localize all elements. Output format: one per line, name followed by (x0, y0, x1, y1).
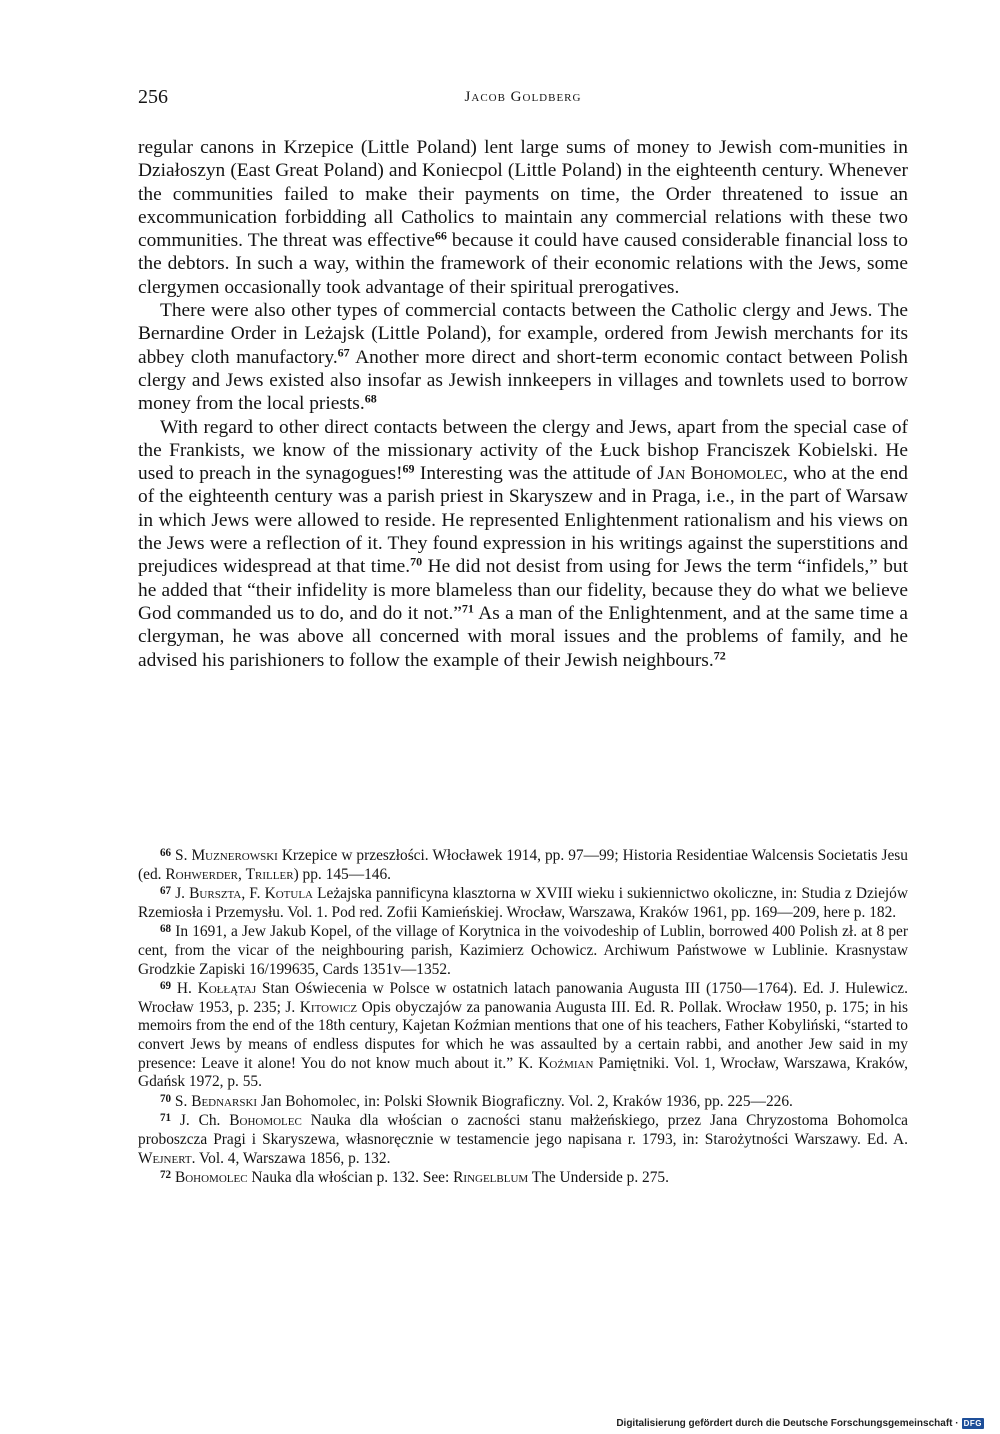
text-run: S. (171, 847, 192, 864)
text-run: H. (171, 980, 198, 998)
text-run: ) pp. 145—146. (293, 865, 392, 883)
author-name: Kołłątaj (197, 980, 257, 998)
text-run: J. (171, 885, 190, 903)
text-run: Nauka dla włościan o zacności stanu małżeńskiego, przez Jana Chryzostoma Bohomolca proboszcza Pragi i Skaryszewa, własnoręcznie w testamencie jego napisana r. 1793, in: Starożytności Warszawy. Ed. A. (138, 1112, 908, 1148)
person-name: Jan Bohomolec (657, 463, 783, 485)
text-run: , F. (241, 885, 265, 903)
author-name: Bohomolec (229, 1112, 302, 1130)
text-run: As a man of the Enlightenment, and at the same time a clergyman, he was above all concerned with moral issues and the problems of family, and he advised his parishioners to follow the example of their Jewish neighbours. (138, 602, 909, 671)
credit-text: Digitalisierung gefördert durch die Deutsche Forschungsgemeinschaft · (616, 1418, 959, 1429)
text-run: There were also other types of commercial contacts between the Catholic clergy and Jews. The Bernardine Order in Leżajsk (Little Poland), for example, ordered from Jewish merchants for its abbey cloth manufactory. (138, 300, 908, 368)
author-name: Wejnert (138, 1149, 192, 1167)
dfg-logo-icon: DFG (963, 1419, 982, 1428)
text-run: Nauka dla włościan p. 132. See: (247, 1169, 454, 1187)
paragraph (138, 136, 908, 299)
footnote-72 (138, 1169, 908, 1188)
text-run: With regard to other direct contacts between the clergy and Jews, apart from the special case of the Frankists, we know of the missionary activity of the Łuck bishop Franciszek Kobielski. He used to preach in the synagogues! (138, 416, 908, 485)
text-run: regular canons in Krzepice (Little Poland) lent large sums of money to Jewish com-munities in Działoszyn (East Great Poland) and Koniecpol (Little Poland) in the eighteenth century. Whenever the communities failed to make their payments on time, the Order threatened to issue an excommunication forbidding all Catholics to maintain any commercial relations with these two communities. The threat was effective (138, 137, 908, 252)
text-run: , who at the end of the eighteenth century was a parish priest in Skaryszew and in Praga, i.e., in the part of Warsaw in which Jews were allowed to reside. He represented Enlightenment rationalism and his views on the Jews were a reflection of it. They found expression in his writings against the superstitions and prejudices widespread at that time. (138, 463, 908, 578)
text-run: The Underside p. 275. (528, 1169, 669, 1187)
main-text (138, 136, 908, 672)
footnote-ref: 68 (364, 391, 377, 406)
text-run: Interesting was the attitude of (414, 463, 658, 485)
author-name: Kotula (264, 885, 313, 903)
footnote-number: 72 (160, 1169, 172, 1182)
running-head: Jacob Goldberg (464, 89, 582, 105)
author-name: Bednarski (191, 1092, 258, 1110)
text-run: Another more direct and short-term economic contact between Polish clergy and Jews existed also insofar as Jewish innkeepers in villages and townlets used to borrow money from the local priests. (138, 346, 908, 415)
digitization-credit (616, 1418, 984, 1429)
footnotes (138, 847, 908, 1189)
footnote-number: 71 (160, 1112, 172, 1125)
footnote-66 (138, 847, 908, 884)
author-name: Bohomolec (174, 1169, 248, 1187)
footnote-71 (138, 1112, 908, 1168)
footnote-number: 66 (160, 847, 172, 860)
footnote-number: 68 (160, 923, 172, 936)
text-run: Opis obyczajów za panowania Augusta III. Ed. R. Pollak. Wrocław 1950, p. 175; in his memoirs from the end of the 18th century, Kajetan Koźmian mentions that one of his teachers, Father Kobyliński, “started to convert Jews by means of endless disputes for which he was assaulted by a certain rabbi, and another Jew said in my presence: Leave it alone! You do not know much about it.” K. (138, 998, 908, 1072)
text-run: S. (171, 1092, 192, 1110)
author-name: Muznerowski (191, 847, 278, 864)
text-run: . Vol. 4, Warszawa 1856, p. 132. (191, 1149, 391, 1167)
footnote-ref: 71 (461, 601, 474, 616)
page-number: 256 (138, 86, 168, 108)
footnote-ref: 69 (402, 461, 415, 476)
footnote-69 (138, 980, 908, 1092)
author-name: Kitowicz (299, 998, 358, 1016)
author-name: Triller (245, 865, 294, 883)
text-run: Pamiętniki. Vol. 1, Wrocław, Warszawa, Kraków, Gdańsk 1972, p. 55. (138, 1054, 909, 1091)
text-run: He did not desist from using for Jews the term “infidels,” but he added that “their infidelity is more blameless than our fidelity, because they do what we believe God commanded us to do, and do it not.” (138, 556, 908, 624)
author-name: Rohwerder (165, 865, 238, 883)
footnote-number: 70 (160, 1092, 172, 1105)
author-name: Burszta (189, 885, 242, 903)
footnote-ref: 70 (410, 554, 423, 569)
text-run: because it could have caused considerable financial loss to the debtors. In such a way, within the framework of their economic relations with the Jews, some clergymen occasionally took advantage of their spiritual prerogatives. (138, 230, 908, 298)
page-header (138, 86, 908, 116)
paragraph (138, 416, 908, 672)
footnote-number: 69 (160, 980, 172, 993)
text-run: Leżajska pannificyna klasztorna w XVIII wieku i sukiennictwo okoliczne, in: Studia z Dziejów Rzemiosła i Przemysłu. Vol. 1. Pod red. Zofii Kamieńskiej. Wrocław, Warszawa, Kraków 1961, pp. 169—209, here p. 182. (138, 885, 908, 921)
text-run: Krzepice w przeszłości. Włocławek 1914, pp. 97—99; Historia Residentiae Walcensis Societatis Jesu (ed. (138, 847, 908, 883)
footnote-ref: 66 (434, 228, 447, 243)
footnote-ref: 67 (337, 345, 350, 360)
author-name: Ringelblum (453, 1169, 529, 1187)
text-run: In 1691, a Jew Jakub Kopel, of the village of Korytnica in the voivodeship of Lublin, borrowed 400 Polish zł. at 8 per cent, from the vicar of the neighbouring parish, Kazimierz Ochowicz. Archiwum Państwowe w Lublinie. Krasnystaw Grodzkie Zapiski 16/199635, Cards 1351v—1352. (138, 923, 908, 978)
text-run: J. Ch. (171, 1112, 230, 1130)
footnote-ref: 72 (713, 647, 726, 662)
author-name: Koźmian (538, 1054, 594, 1072)
footnote-67 (138, 885, 908, 922)
footnote-68 (138, 923, 908, 979)
footnote-70 (138, 1093, 908, 1112)
text-run: Jan Bohomolec, in: Polski Słownik Biograficzny. Vol. 2, Kraków 1936, pp. 225—226. (257, 1092, 793, 1110)
text-run: , (237, 865, 246, 883)
paragraph (138, 299, 908, 415)
text-run: Stan Oświecenia w Polsce w ostatnich latach panowania Augusta III (1750—1764). Ed. J. Hulewicz. Wrocław 1953, p. 235; J. (138, 980, 908, 1016)
footnote-number: 67 (160, 885, 172, 898)
